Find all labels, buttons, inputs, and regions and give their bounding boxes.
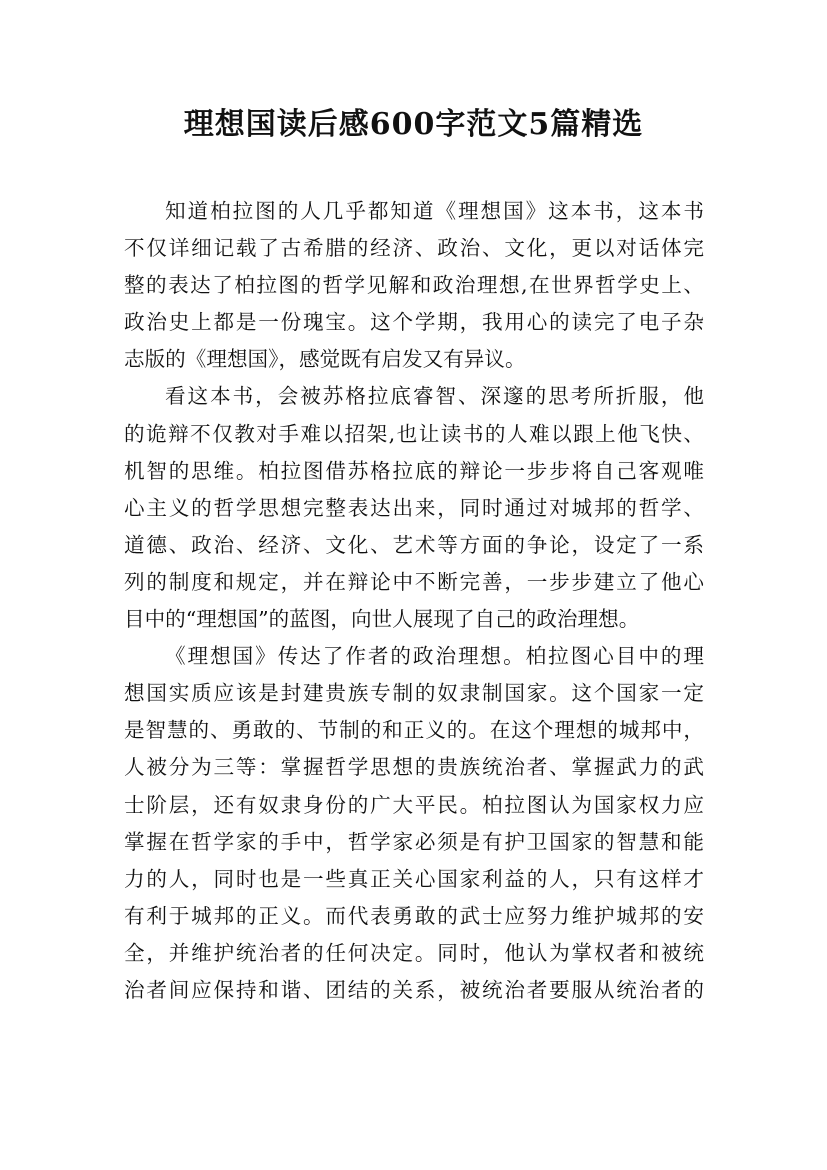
paragraph-2-line-1: 看这本书，会被苏格拉底睿智、深邃的思考所折服，他 xyxy=(165,384,704,409)
paragraph-2-line-2: 的诡辩不仅教对手难以招架,也让读书的人难以跟上他飞快、 xyxy=(124,421,704,446)
paragraph-3-line-10: 治者间应保持和谐、团结的关系，被统治者要服从统治者的 xyxy=(124,977,704,1002)
paragraph-2-line-3: 机智的思维。柏拉图借苏格拉底的辩论一步步将自己客观唯 xyxy=(124,458,704,483)
document-title: 理想国读后感600字范文5篇精选 xyxy=(183,107,644,142)
paragraph-1-line-3: 整的表达了柏拉图的哲学见解和政治理想,在世界哲学史上、 xyxy=(124,273,704,298)
paragraph-3-line-6: 掌握在哲学家的手中，哲学家必须是有护卫国家的智慧和能 xyxy=(124,829,704,854)
paragraph-1-line-5: 志版的《理想国》，感觉既有启发又有异议。 xyxy=(124,347,526,372)
paragraph-3-line-1: 《理想国》传达了作者的政治理想。柏拉图心目中的理 xyxy=(165,644,704,669)
paragraph-1-line-4: 政治史上都是一份瑰宝。这个学期，我用心的读完了电子杂 xyxy=(124,310,704,335)
paragraph-2-line-6: 列的制度和规定，并在辩论中不断完善，一步步建立了他心 xyxy=(124,569,704,594)
paragraph-3-line-8: 有利于城邦的正义。而代表勇敢的武士应努力维护城邦的安 xyxy=(124,903,704,928)
paragraph-3-line-2: 想国实质应该是封建贵族专制的奴隶制国家。这个国家一定 xyxy=(124,681,704,706)
document-body xyxy=(124,193,704,1009)
paragraph-3-line-3: 是智慧的、勇敢的、节制的和正义的。在这个理想的城邦中， xyxy=(124,718,704,743)
paragraph-2-line-4: 心主义的哲学思想完整表达出来，同时通过对城邦的哲学、 xyxy=(124,495,704,520)
paragraph-3-line-5: 士阶层，还有奴隶身份的广大平民。柏拉图认为国家权力应 xyxy=(124,792,704,817)
paragraph-2-line-5: 道德、政治、经济、文化、艺术等方面的争论，设定了一系 xyxy=(124,532,704,557)
paragraph-3-line-4: 人被分为三等：掌握哲学思想的贵族统治者、掌握武力的武 xyxy=(124,755,704,780)
paragraph-2-line-7: 目中的“理想国”的蓝图，向世人展现了自己的政治理想。 xyxy=(124,607,640,632)
paragraph-1-line-2: 不仅详细记载了古希腊的经济、政治、文化，更以对话体完 xyxy=(124,236,704,261)
paragraph-1-line-1: 知道柏拉图的人几乎都知道《理想国》这本书，这本书 xyxy=(165,199,704,223)
paragraph-3-line-9: 全，并维护统治者的任何决定。同时，他认为掌权者和被统 xyxy=(124,940,704,965)
paragraph-3-line-7: 力的人，同时也是一些真正关心国家利益的人，只有这样才 xyxy=(124,866,704,891)
